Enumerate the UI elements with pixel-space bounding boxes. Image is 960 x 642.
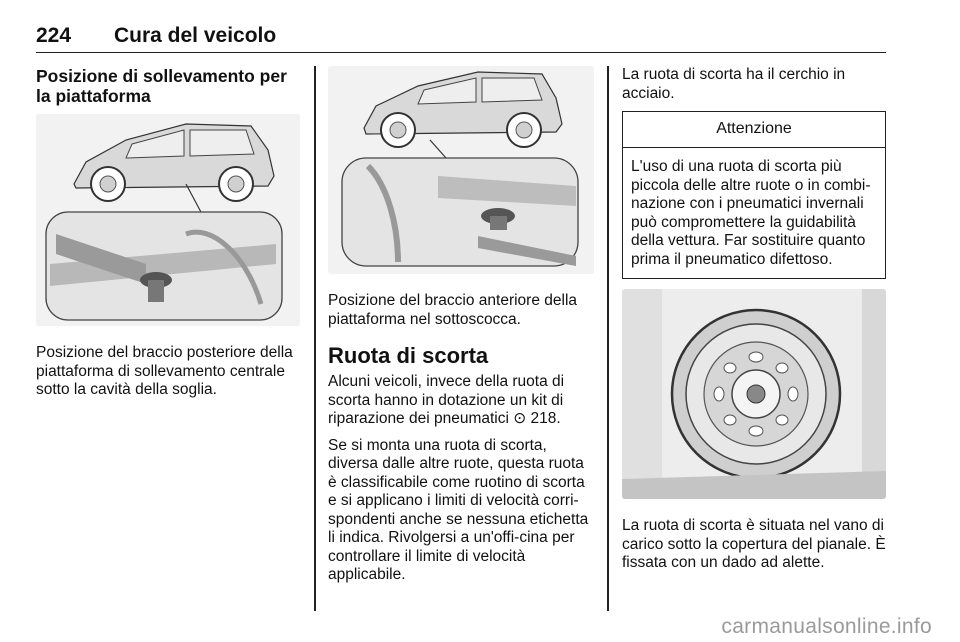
subsection-heading: Posizione di sollevamento per la piattaforma [36,66,287,106]
paragraph: La ruota di scorta ha il cerchio in acciaio. [622,66,846,102]
front-lift-arm-figure [328,66,594,274]
column-divider [314,66,316,611]
figure-caption: Posizione del braccio posteriore della piattaforma di sollevamento centrale sotto la cavità della soglia. [36,344,293,398]
rear-lift-arm-figure [36,114,300,326]
column-2 [328,66,594,593]
column-3 [622,66,886,581]
chapter-title: Cura del veicolo [114,24,277,47]
column-divider [607,66,609,611]
warning-text: L'uso di una ruota di scorta più piccola delle altre ruote o in combi-nazione con i pneumatici invernali può compromettere la guidabilità della vettura. Far sostituire quanto prima il pneumatico difettoso. [631,158,871,268]
column-1 [36,66,300,408]
page-header [36,22,886,53]
figure-caption: Posizione del braccio anteriore della piattaforma nel sottoscocca. [328,292,578,328]
watermark: carmanualsonline.info [721,615,932,638]
paragraph: Alcuni veicoli, invece della ruota di scorta hanno in dotazione un kit di riparazione dei pneumatici ⊙ 218. [328,373,565,427]
section-title: Ruota di scorta [328,343,489,368]
figure-caption: La ruota di scorta è situata nel vano di carico sotto la copertura del pianale. È fissata con un dado ad alette. [622,517,886,571]
warning-box [622,111,886,279]
warning-title: Attenzione [623,112,885,148]
spare-wheel-figure [622,289,886,499]
page-number: 224 [36,24,72,47]
paragraph: Se si monta una ruota di scorta, diversa dalle altre ruote, questa ruota è classificabile come ruotino di scorta e si applicano i limiti di velocità corri-spondenti anche se nessuna etichetta li indica. Rivolgersi a un'offi-cina per controllare il limite di velocità applicabile. [328,436,589,583]
